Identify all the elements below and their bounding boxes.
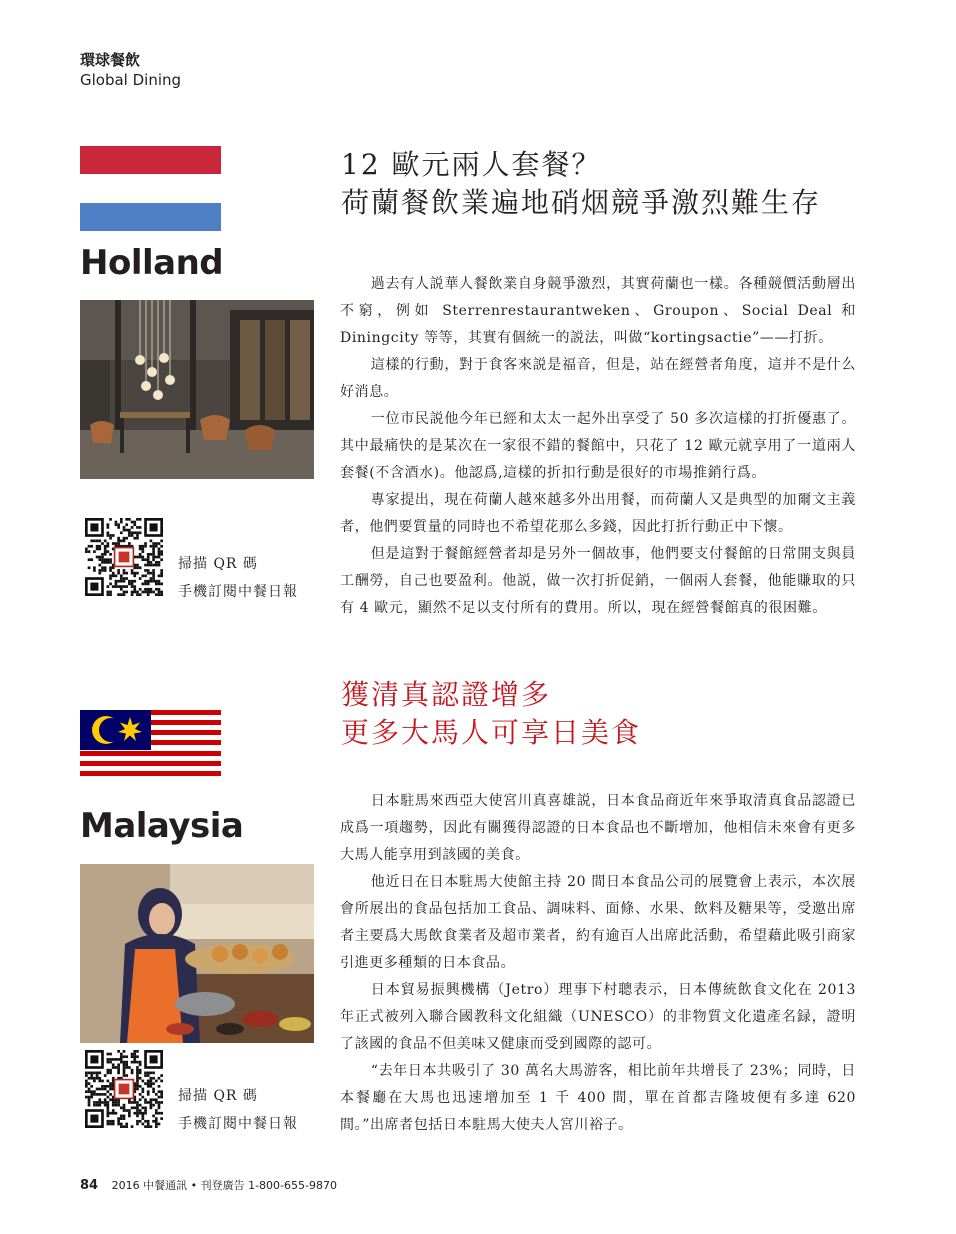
flag-stripe-red — [80, 146, 221, 174]
headline-line: 荷蘭餐飲業遍地硝烟競爭激烈難生存 — [341, 186, 822, 219]
holland-restaurant-photo — [80, 300, 314, 479]
section-label — [80, 50, 181, 90]
qr-code-malaysia[interactable] — [85, 1050, 163, 1128]
qr-caption-line: 掃描 QR 碼 — [178, 1088, 258, 1104]
article-paragraph: 過去有人説華人餐飲業自身競爭激烈，其實荷蘭也一樣。各種競價活動層出不窮，例如 Sterrenrestaurantweken、Groupon、Social Deal 和 Diningcity 等等，其實有個統一的説法，叫做“kortingsactie”——打折。 — [340, 276, 856, 346]
flag-stripe-white — [80, 174, 221, 202]
flag-canton — [80, 710, 151, 750]
qr-caption-holland — [178, 550, 298, 606]
qr-caption-line: 掃描 QR 碼 — [178, 556, 258, 572]
article-paragraph: 一位市民説他今年已經和太太一起外出享受了 50 多次這樣的打折優惠了。其中最痛快的是某次在一家很不錯的餐館中，只花了 12 歐元就享用了一道兩人套餐(不含酒水)。他認爲,這樣的折扣行動是很好的市場推銷行爲。 — [340, 411, 856, 481]
flag-stripe — [80, 776, 221, 781]
footer-phone: 1-800-655-9870 — [248, 1179, 337, 1192]
article-paragraph: 日本駐馬來西亞大使宮川真喜雄説，日本食品商近年來爭取清真食品認證已成爲一項趨勢，因此有關獲得認證的日本食品也不斷增加，他相信未來會有更多大馬人能享用到該國的美食。 — [340, 793, 856, 863]
section-label-en: Global Dining — [80, 71, 182, 89]
country-holland: Holland — [80, 243, 224, 283]
article-paragraph: 專家提出，現在荷蘭人越來越多外出用餐，而荷蘭人又是典型的加爾文主義者，他們要質量的同時也不希望花那么多錢，因此打折行動正中下懷。 — [340, 492, 856, 535]
flag-stripe-blue — [80, 203, 221, 231]
qr-code-holland[interactable] — [85, 518, 163, 596]
malaysia-flag — [80, 710, 221, 781]
page-footer — [80, 1177, 337, 1193]
qr-caption-line: 手機訂閱中餐日報 — [178, 1116, 298, 1132]
footer-text: 2016 中餐通訊 • 刊登廣告 — [111, 1179, 245, 1192]
qr-caption-malaysia — [178, 1082, 298, 1138]
article-paragraph: “去年日本共吸引了 30 萬名大馬游客，相比前年共增長了 23%；同時，日本餐廳在大馬也迅速增加至 1 千 400 間，單在首都吉隆坡便有多達 620 間。”出席者包括日本駐馬大使夫人宮川裕子。 — [340, 1063, 856, 1133]
section-label-zh: 環球餐飲 — [80, 51, 141, 69]
article-paragraph: 日本貿易振興機構（Jetro）理事下村聰表示，日本傳統飲食文化在 2013 年正式被列入聯合國教科文化組織（UNESCO）的非物質文化遺產名録，證明了該國的食品不但美味又健康而受到國際的認可。 — [340, 982, 856, 1052]
malaysia-food-photo — [80, 864, 314, 1043]
article-paragraph: 他近日在日本駐馬大使館主持 20 間日本食品公司的展覽會上表示，本次展會所展出的食品包括加工食品、調味料、面條、水果、飲料及糖果等，受邀出席者主要爲大馬飲食業者及超市業者，約有逾百人出席此活動，希望藉此吸引商家引進更多種類的日本食品。 — [340, 874, 856, 971]
headline-line: 更多大馬人可享日美食 — [341, 716, 642, 749]
headline-holland — [341, 146, 821, 222]
article-paragraph: 這樣的行動，對于食客來説是福音，但是，站在經營者角度，這并不是什么好消息。 — [340, 357, 856, 400]
headline-line: 獲清真認證增多 — [341, 678, 552, 711]
netherlands-flag — [80, 146, 221, 231]
headline-line: 12 歐元兩人套餐？ — [341, 148, 602, 181]
country-malaysia: Malaysia — [80, 806, 244, 846]
article-holland — [340, 271, 856, 622]
qr-caption-line: 手機訂閱中餐日報 — [178, 584, 298, 600]
article-malaysia — [340, 788, 856, 1139]
article-paragraph: 但是這對于餐館經營者却是另外一個故事，他們要支付餐館的日常開支與員工酬勞，自己也要盈利。他説，做一次打折促銷，一個兩人套餐，他能賺取的只有 4 歐元，顯然不足以支付所有的費用。所以，現在經營餐館真的很困難。 — [340, 546, 856, 616]
page-number: 84 — [80, 1178, 99, 1193]
headline-malaysia — [341, 676, 641, 752]
